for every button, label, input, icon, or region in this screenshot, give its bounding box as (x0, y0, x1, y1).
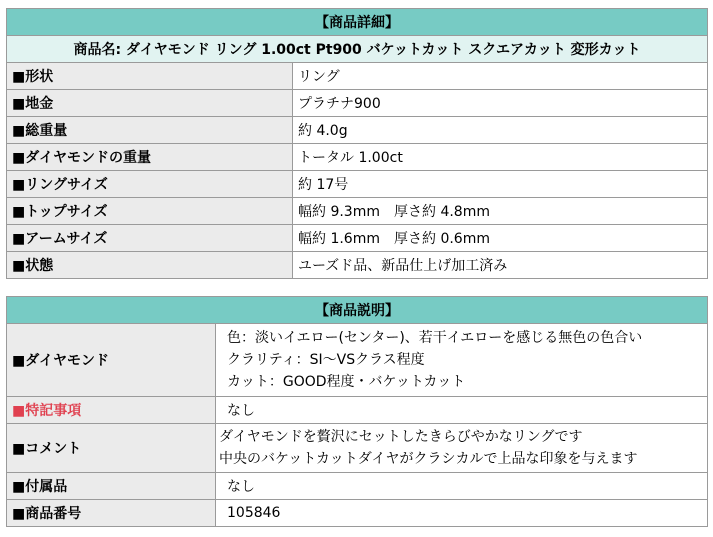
detail-label: ■リングサイズ (7, 171, 293, 198)
detail-label: ■トップサイズ (7, 198, 293, 225)
detail-value: トータル 1.00ct (293, 144, 708, 171)
detail-value: ユーズド品、新品仕上げ加工済み (293, 252, 708, 279)
accessories-label: ■付属品 (7, 473, 216, 500)
detail-row (7, 144, 708, 171)
detail-label: ■アームサイズ (7, 225, 293, 252)
diamond-cut-line: カット：GOOD程度・バケットカット (227, 374, 466, 390)
special-notes-value: なし (216, 397, 708, 424)
detail-value: プラチナ900 (293, 90, 708, 117)
special-notes-row (7, 397, 708, 424)
accessories-row (7, 473, 708, 500)
detail-row (7, 90, 708, 117)
detail-label: ■地金 (7, 90, 293, 117)
comment-text (216, 424, 708, 473)
detail-value: 約 4.0g (293, 117, 708, 144)
detail-value: 幅約 9.3mm 厚さ約 4.8mm (293, 198, 708, 225)
product-number-row (7, 500, 708, 527)
comment-label: ■コメント (7, 424, 216, 473)
comment-row (7, 424, 708, 473)
comment-line: 中央のバケットカットダイヤがクラシカルで上品な印象を与えます (219, 451, 638, 467)
product-details-table (6, 8, 708, 279)
diamond-label: ■ダイヤモンド (7, 324, 216, 397)
diamond-details (216, 324, 708, 397)
detail-value: リング (293, 63, 708, 90)
detail-label: ■状態 (7, 252, 293, 279)
accessories-value: なし (216, 473, 708, 500)
detail-row (7, 63, 708, 90)
detail-row (7, 171, 708, 198)
detail-row (7, 252, 708, 279)
detail-label: ■総重量 (7, 117, 293, 144)
detail-label: ■形状 (7, 63, 293, 90)
diamond-clarity-line: クラリティ：SI～VSクラス程度 (227, 352, 425, 368)
product-number-label: ■商品番号 (7, 500, 216, 527)
product-description-table (6, 296, 708, 527)
description-header: 【商品説明】 (7, 297, 708, 324)
details-header: 【商品詳細】 (7, 9, 708, 36)
special-notes-label: ■特記事項 (7, 397, 216, 424)
diamond-color-line: 色：淡いイエロー(センター)、若干イエローを感じる無色の色合い (227, 330, 643, 346)
detail-row (7, 225, 708, 252)
comment-line: ダイヤモンドを贅沢にセットしたきらびやかなリングです (219, 429, 583, 445)
detail-row (7, 117, 708, 144)
detail-value: 約 17号 (293, 171, 708, 198)
product-name: 商品名: ダイヤモンド リング 1.00ct Pt900 バケットカット スクエアカット 変形カット (7, 36, 708, 63)
diamond-row (7, 324, 708, 397)
detail-value: 幅約 1.6mm 厚さ約 0.6mm (293, 225, 708, 252)
detail-label: ■ダイヤモンドの重量 (7, 144, 293, 171)
product-number-value: 105846 (216, 500, 708, 527)
detail-row (7, 198, 708, 225)
